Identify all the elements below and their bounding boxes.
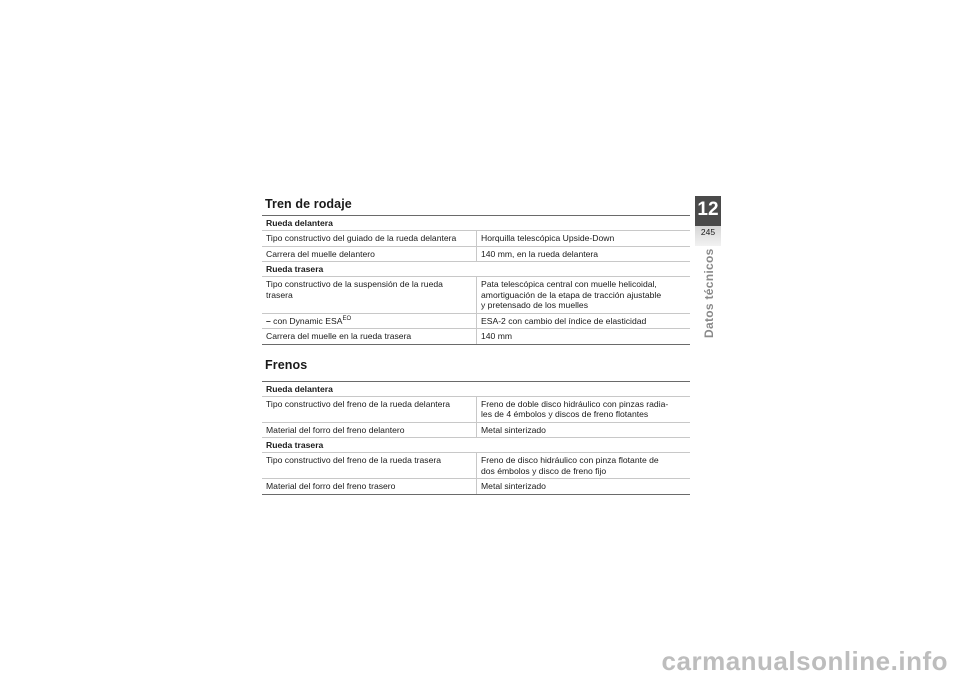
table-row: [262, 231, 690, 247]
spec-label: Carrera del muelle en la rueda trasera: [262, 329, 477, 344]
spec-label: [262, 314, 477, 329]
section-title-tren-de-rodaje: Tren de rodaje: [265, 197, 352, 211]
table-row: [262, 329, 690, 344]
group-heading: Rueda delantera: [262, 216, 690, 231]
table-row: [262, 247, 690, 263]
table-row: [262, 397, 690, 423]
spec-value: Freno de doble disco hidráulico con pinzas radia- les de 4 émbolos y discos de freno flotantes: [481, 398, 669, 419]
table-row: [262, 479, 690, 494]
spec-table-tren-de-rodaje: [262, 215, 690, 345]
spec-label: Tipo constructivo de la suspensión de la rueda trasera: [262, 277, 477, 313]
list-dash: –: [266, 315, 271, 326]
spec-label: Carrera del muelle delantero: [262, 247, 477, 262]
table-row: [262, 453, 690, 479]
optional-equipment-mark: EO: [342, 315, 352, 322]
spec-value: ESA-2 con cambio del índice de elasticidad: [481, 315, 647, 326]
watermark: carmanualsonline.info: [661, 646, 948, 676]
spec-table-frenos: [262, 381, 690, 495]
spec-label-text: con Dynamic ESA: [273, 315, 343, 326]
page-number: 245: [695, 226, 721, 246]
spec-label: Tipo constructivo del freno de la rueda trasera: [262, 453, 477, 478]
group-heading: Rueda delantera: [262, 382, 690, 397]
spec-value: Horquilla telescópica Upside-Down: [481, 233, 615, 243]
group-heading: Rueda trasera: [262, 438, 690, 453]
spec-value: Metal sinterizado: [481, 481, 546, 491]
table-row: [262, 423, 690, 439]
spec-label: Tipo constructivo del guiado de la rueda delantera: [262, 231, 477, 246]
chapter-side-label: Datos técnicos: [702, 248, 716, 338]
spec-value: Metal sinterizado: [481, 424, 546, 435]
spec-value: Freno de disco hidráulico con pinza flotante de dos émbolos y disco de freno fijo: [481, 455, 659, 476]
spec-label: Material del forro del freno trasero: [262, 479, 477, 494]
spec-label: Material del forro del freno delantero: [262, 423, 477, 438]
spec-value: 140 mm, en la rueda delantera: [481, 248, 599, 259]
chapter-tab: [695, 196, 721, 246]
chapter-number: 12: [697, 199, 719, 220]
spec-label: Tipo constructivo del freno de la rueda delantera: [262, 397, 477, 422]
group-heading: Rueda trasera: [262, 262, 690, 277]
table-row: [262, 277, 690, 314]
spec-value: 140 mm: [481, 331, 513, 341]
section-title-frenos: Frenos: [265, 357, 308, 372]
table-row: [262, 314, 690, 330]
spec-value: Pata telescópica central con muelle helicoidal, amortiguación de la etapa de tracción ajustable y pretensado de los muelles: [481, 279, 662, 310]
document-content: [262, 196, 690, 495]
